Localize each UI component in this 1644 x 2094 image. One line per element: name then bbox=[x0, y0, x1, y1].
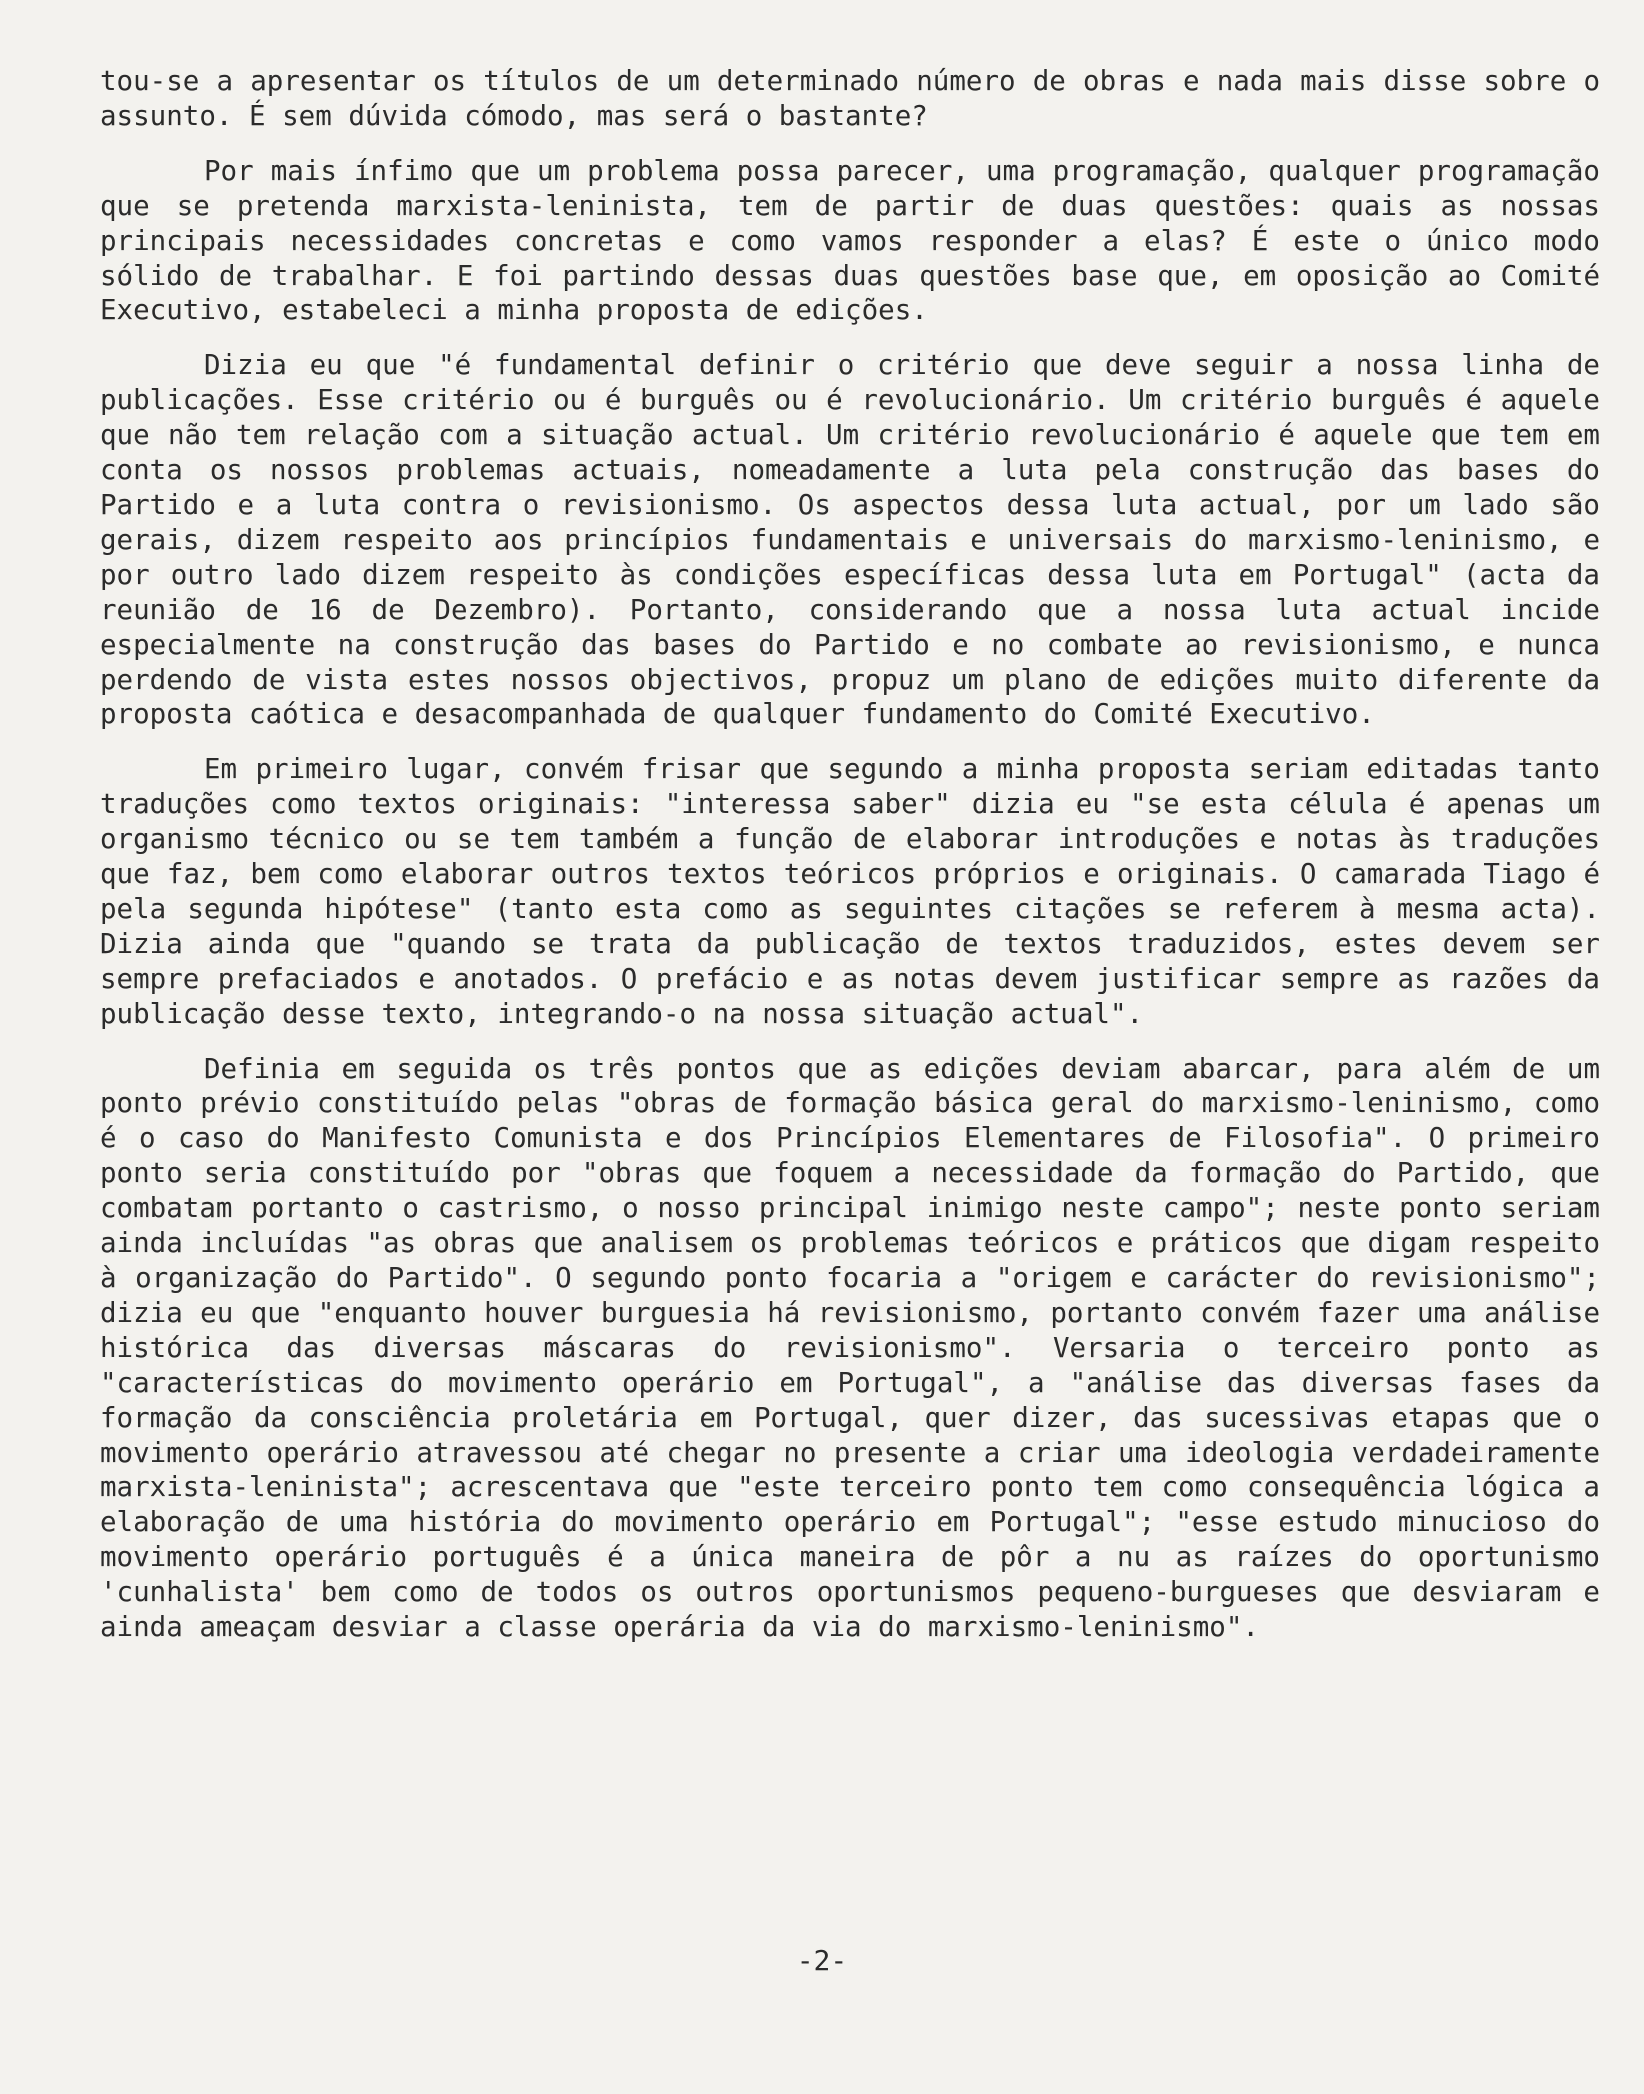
document-body bbox=[100, 64, 1600, 1665]
page-number: -2- bbox=[796, 1944, 848, 1977]
paragraph-translations-originals: Em primeiro lugar, convém frisar que segundo a minha proposta seriam editadas tanto traduções como textos originais: "interessa saber" dizia eu "se esta célula é apenas um organismo técnico ou se tem também a função de elaborar introduções e notas às traduções que faz, bem como elaborar outros textos teóricos próprios e originais. O camarada Tiago é pela segunda hipótese" (tanto esta como as seguintes citações se referem à mesma acta). Dizia ainda que "quando se trata da publicação de textos traduzidos, estes devem ser sempre prefaciados e anotados. O prefácio e as notas devem justificar sempre as razões da publicação desse texto, integrando-o na nossa situação actual". bbox=[100, 753, 1600, 1030]
paragraph-programming-questions: Por mais ínfimo que um problema possa parecer, uma programação, qualquer programação que se pretenda marxista-leninista, tem de partir de duas questões: quais as nossas principais necessidades concretas e como vamos responder a elas? É este o único modo sólido de trabalhar. E foi partindo dessas duas questões base que, em oposição ao Comité Executivo, estabeleci a minha proposta de edições. bbox=[100, 154, 1600, 327]
paragraph-three-points: Definia em seguida os três pontos que as edições deviam abarcar, para além de um ponto prévio constituído pelas "obras de formação básica geral do marxismo-leninismo, como é o caso do Manifesto Comunista e dos Princípios Elementares de Filosofia". O primeiro ponto seria constituído por "obras que foquem a necessidade da formação do Partido, que combatam portanto o castrismo, o nosso principal inimigo neste campo"; neste ponto seriam ainda incluídas "as obras que analisem os problemas teóricos e práticos que digam respeito à organização do Partido". O segundo ponto focaria a "origem e carácter do revisionismo"; dizia eu que "enquanto houver burguesia há revisionismo, portanto convém fazer uma análise histórica das diversas máscaras do revisionismo". Versaria o terceiro ponto as "características do movimento operário em Portugal", a "análise das diversas fases da formação da consciência proletária em Portugal, quer dizer, das sucessivas etapas que o movimento operário atravessou até chegar no presente a criar uma ideologia verdadeiramente marxista-leninista"; acrescentava que "este terceiro ponto tem como consequência lógica a elaboração de uma história do movimento operário em Portugal"; "esse estudo minucioso do movimento operário português é a única maneira de pôr a nu as raízes do oportunismo 'cunhalista' bem como de todos os outros oportunismos pequeno-burgueses que desviaram e ainda ameaçam desviar a classe operária da via do marxismo-leninismo". bbox=[100, 1052, 1600, 1644]
paragraph-continuation: tou-se a apresentar os títulos de um determinado número de obras e nada mais disse sobre o assunto. É sem dúvida cómodo, mas será o bastante? bbox=[100, 65, 1600, 132]
paragraph-publication-criterion: Dizia eu que "é fundamental definir o critério que deve seguir a nossa linha de publicações. Esse critério ou é burguês ou é revolucionário. Um critério burguês é aquele que não tem relação com a situação actual. Um critério revolucionário é aquele que tem em conta os nossos problemas actuais, nomeadamente a luta pela construção das bases do Partido e a luta contra o revisionismo. Os aspectos dessa luta actual, por um lado são gerais, dizem respeito aos princípios fundamentais e universais do marxismo-leninismo, e por outro lado dizem respeito às condições específicas dessa luta em Portugal" (acta da reunião de 16 de Dezembro). Portanto, considerando que a nossa luta actual incide especialmente na construção das bases do Partido e no combate ao revisionismo, e nunca perdendo de vista estes nossos objectivos, propuz um plano de edições muito diferente da proposta caótica e desacompanhada de qualquer fundamento do Comité Executivo. bbox=[100, 349, 1600, 731]
